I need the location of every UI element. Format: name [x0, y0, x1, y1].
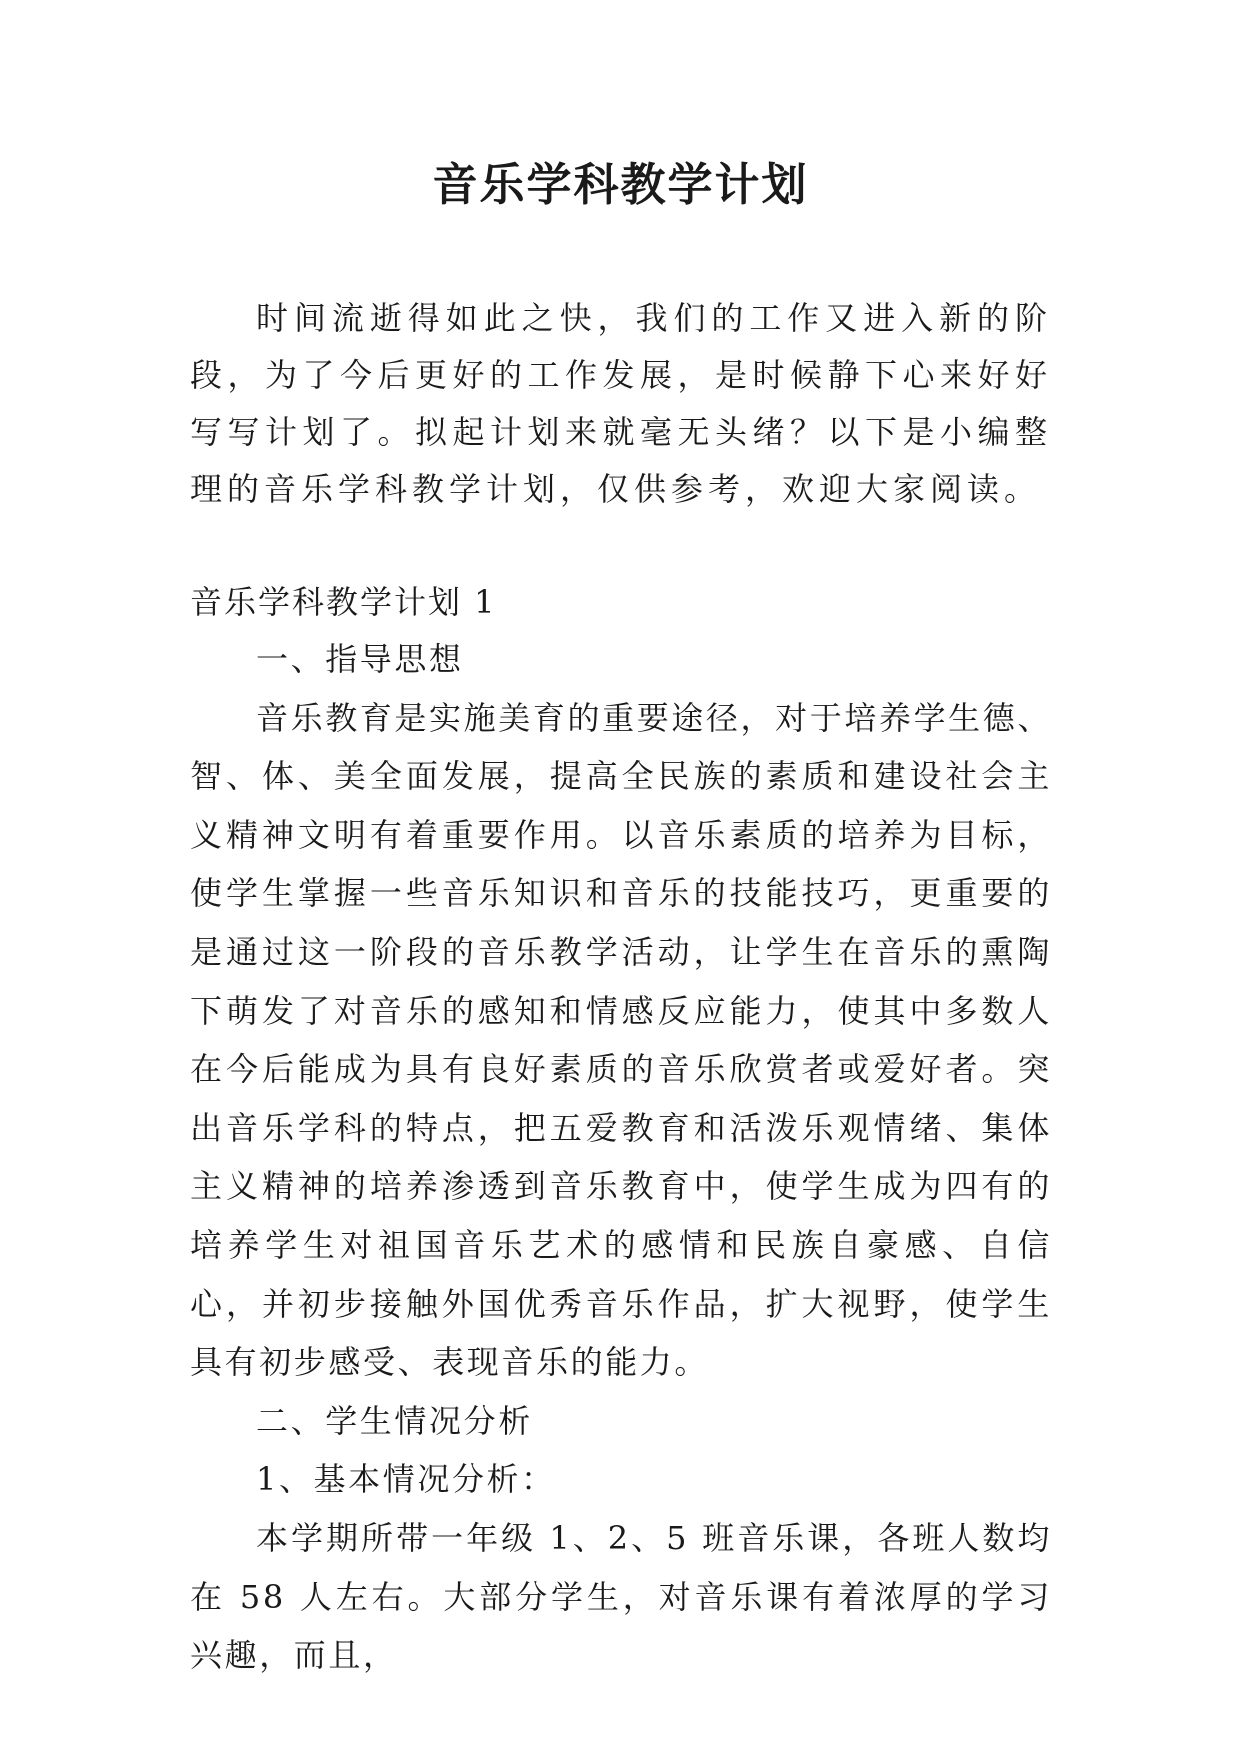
- section-title: 音乐学科教学计划 1: [190, 583, 497, 621]
- heading-student-analysis: 二、学生情况分析: [256, 1401, 533, 1440]
- heading-guiding-thought: 一、指导思想: [256, 640, 464, 678]
- paragraph-guiding-thought: 音乐教育是实施美育的重要途径，对于培养学生德、智、体、美全面发展，提高全民族的素质和建设社会主义精神文明有着重要作用。以音乐素质的培养为目标，使学生掌握一些音乐知识和音乐的技能技巧，更重要的是通过这一阶段的音乐教学活动，让学生在音乐的熏陶下萌发了对音乐的感知和情感反应能力，使其中多数人在今后能成为具有良好素质的音乐欣赏者或爱好者。突出音乐学科的特点，把五爱教育和活泼乐观情绪、集体主义精神的培养渗透到音乐教育中，使学生成为四有的培养学生对祖国音乐艺术的感情和民族自豪感、自信心，并初步接触外国优秀音乐作品，扩大视野，使学生具有初步感受、表现音乐的能力。: [190, 698, 1052, 1382]
- section-content: [190, 630, 1052, 1685]
- intro-paragraph: 时间流逝得如此之快，我们的工作又进入新的阶段，为了今后更好的工作发展，是时候静下心来好好写写计划了。拟起计划来就毫无头绪？以下是小编整理的音乐学科教学计划，仅供参考，欢迎大家阅读。: [190, 299, 1052, 508]
- subheading-basic-analysis: 1、基本情况分析：: [256, 1460, 556, 1499]
- document-title: 音乐学科教学计划: [432, 158, 809, 211]
- paragraph-basic-analysis: 本学期所带一年级 1、2、5 班音乐课，各班人数均在 58 人左右。大部分学生，对音乐课有着浓厚的学习兴趣，而且，: [190, 1518, 1052, 1675]
